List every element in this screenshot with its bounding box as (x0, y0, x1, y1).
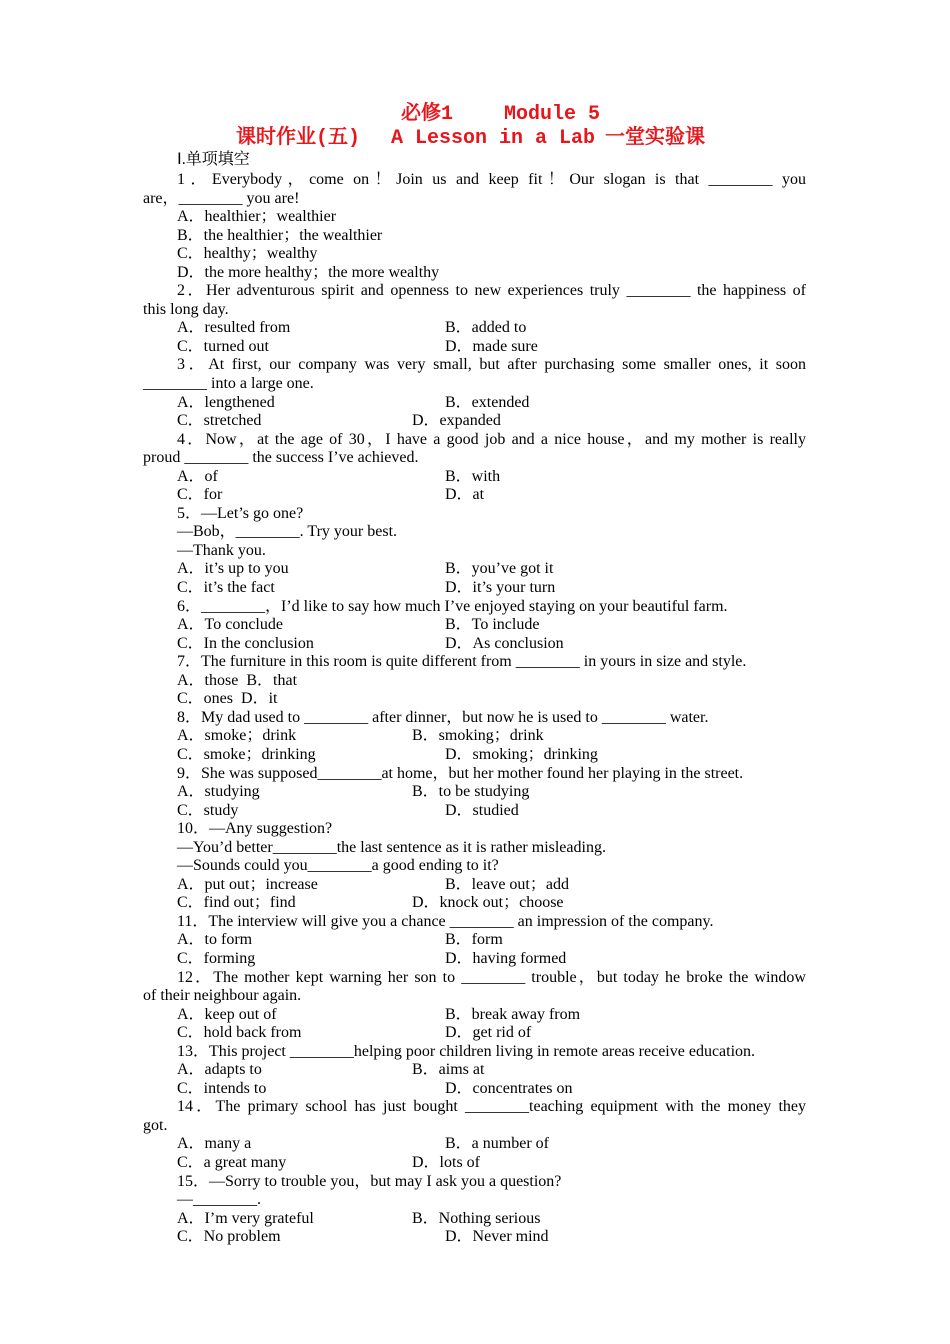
question-10-option-c: C．find out；find (177, 894, 296, 912)
question-8-option-c: C．smoke；drinking (177, 745, 316, 763)
question-5 (143, 505, 806, 598)
question-9-option-c: C．study (177, 801, 239, 819)
question-12-option-b: B．break away from (445, 1005, 581, 1023)
title-line-1 (0, 103, 950, 127)
question-3-option-a: A．lengthened (177, 393, 275, 411)
question-4-stem-line-2: proud ________ the success I’ve achieved. (143, 449, 419, 467)
question-3-stem-line-1: 3．At first, our company was very small, but after purchasing some smaller ones, it soon (177, 356, 806, 374)
question-13-option-b: B．aims at (412, 1061, 485, 1079)
question-11-option-a: A．to form (177, 931, 253, 949)
question-7-stem-line-1: 7．The furniture in this room is quite different from ________ in yours in size and style. (177, 653, 747, 671)
question-15-option-c: C．No problem (177, 1228, 281, 1246)
question-3 (143, 356, 806, 430)
question-11 (143, 913, 806, 969)
question-9-options-row-1 (143, 783, 806, 802)
question-7-option-b: B．that (246, 671, 298, 689)
question-10-stem-line-1: 10．—Any suggestion? (177, 820, 333, 838)
question-list (143, 171, 806, 1247)
question-10-options-row-1 (143, 876, 806, 895)
question-7-options-row-2 (143, 690, 806, 709)
question-3-option-b: B．extended (445, 393, 530, 411)
question-12-stem-line-1: 12．The mother kept warning her son to ________ trouble，but today he broke the window (177, 968, 806, 986)
question-6-options-row-1 (143, 616, 806, 635)
question-4-option-b: B．with (445, 467, 501, 485)
question-8-options-row-1 (143, 727, 806, 746)
question-15-option-a: A．I’m very grateful (177, 1209, 314, 1227)
question-11-option-c: C．forming (177, 949, 256, 967)
question-2-option-b: B．added to (445, 319, 527, 337)
question-1-option-a: A．healthier；wealthier (177, 208, 337, 226)
question-10-stem-line-3: —Sounds could you________a good ending to it? (177, 857, 499, 875)
title-lesson-name-chinese: 一堂实验课 (605, 127, 705, 150)
question-12-option-a: A．keep out of (177, 1005, 277, 1023)
question-14-stem-line-1: 14．The primary school has just bought ________teaching equipment with the money they (177, 1098, 806, 1116)
question-12-option-c: C．hold back from (177, 1024, 302, 1042)
question-5-stem-line-1: 5．—Let’s go one? (177, 504, 304, 522)
question-6-option-c: C．In the conclusion (177, 634, 314, 652)
question-15-options-row-2 (143, 1228, 806, 1247)
title-lesson-name: A Lesson in a Lab (391, 127, 596, 150)
question-14-options-row-2 (143, 1154, 806, 1173)
question-6-stem-line-1: 6．________，I’d like to say how much I’ve enjoyed staying on your beautiful farm. (177, 597, 728, 615)
question-3-option-c: C．stretched (177, 412, 262, 430)
question-11-options-row-1 (143, 931, 806, 950)
question-8 (143, 709, 806, 765)
question-10-stem-line-2: —You’d better________the last sentence as it is rather misleading. (177, 838, 606, 856)
question-4 (143, 431, 806, 505)
title-module-label: Module 5 (504, 103, 601, 126)
question-3-options-row-2 (143, 412, 806, 431)
question-10-option-b: B．leave out；add (445, 875, 569, 893)
question-2-options-row-2 (143, 338, 806, 357)
section-heading: Ⅰ.单项填空 (177, 151, 250, 168)
question-1-option-c: C．healthy；wealthy (177, 245, 318, 263)
question-14-option-a: A．many a (177, 1135, 252, 1153)
question-4-options-row-1 (143, 468, 806, 487)
question-10-option-a: A．put out；increase (177, 875, 318, 893)
question-1 (143, 171, 806, 282)
question-15-option-b: B．Nothing serious (412, 1209, 541, 1227)
question-7 (143, 653, 806, 709)
question-8-option-a: A．smoke；drink (177, 727, 297, 745)
question-7-option-a: A．those (177, 671, 239, 689)
question-6 (143, 598, 806, 654)
question-8-option-b: B．smoking；drink (412, 727, 544, 745)
question-7-options-row-1 (143, 672, 806, 691)
question-5-options-row-2 (143, 579, 806, 598)
question-9-option-b: B．to be studying (412, 783, 530, 801)
title-book-label: 必修1 (401, 103, 454, 126)
title-lesson-number: 课时作业(五) (236, 127, 361, 150)
title-line-2 (0, 127, 950, 151)
question-1-stem-line-2: are，________ you are! (143, 189, 300, 207)
question-11-options-row-2 (143, 950, 806, 969)
question-13-option-a: A．adapts to (177, 1061, 262, 1079)
question-13-option-c: C．intends to (177, 1079, 267, 1097)
question-12-option-d: D．get rid of (445, 1024, 532, 1042)
question-5-option-c: C．it’s the fact (177, 579, 275, 597)
question-2-option-a: A．resulted from (177, 319, 291, 337)
question-1-option-d: D．the more healthy；the more wealthy (177, 263, 440, 281)
question-3-options-row-1 (143, 394, 806, 413)
question-6-option-a: A．To conclude (177, 616, 283, 634)
question-12-options-row-2 (143, 1024, 806, 1043)
question-6-option-d: D．As conclusion (445, 634, 564, 652)
question-14-stem-line-2: got. (143, 1116, 168, 1134)
question-1-stem-line-1: 1．Everybody，come on！Join us and keep fit！Our slogan is that ________ you (177, 171, 806, 188)
question-12-options-row-1 (143, 1006, 806, 1025)
question-14-options-row-1 (143, 1135, 806, 1154)
question-6-option-b: B．To include (445, 616, 540, 634)
question-13-options-row-2 (143, 1080, 806, 1099)
question-9-options-row-2 (143, 802, 806, 821)
question-15-stem-line-2: —________. (177, 1191, 261, 1209)
question-7-option-c: C．ones (177, 690, 234, 708)
question-14-option-d: D．lots of (412, 1153, 481, 1171)
question-9-option-d: D．studied (445, 801, 519, 819)
question-2-option-c: C．turned out (177, 337, 269, 355)
question-10 (143, 820, 806, 913)
question-10-options-row-2 (143, 894, 806, 913)
question-5-stem-line-3: —Thank you. (177, 541, 266, 559)
question-15-options-row-1 (143, 1210, 806, 1229)
question-14 (143, 1098, 806, 1172)
question-8-option-d: D．smoking；drinking (445, 745, 598, 763)
question-5-stem-line-2: —Bob，________. Try your best. (177, 523, 398, 541)
question-13-option-d: D．concentrates on (445, 1079, 573, 1097)
question-2-stem-line-1: 2．Her adventurous spirit and openness to new experiences truly ________ the happiness of (177, 282, 806, 300)
question-4-options-row-2 (143, 486, 806, 505)
question-10-option-d: D．knock out；choose (412, 894, 564, 912)
question-4-option-c: C．for (177, 486, 223, 504)
question-12 (143, 969, 806, 1043)
question-8-stem-line-1: 8．My dad used to ________ after dinner，but now he is used to ________ water. (177, 708, 709, 726)
question-4-option-d: D．at (445, 486, 485, 504)
question-2-stem-line-2: this long day. (143, 300, 229, 318)
question-9 (143, 765, 806, 821)
question-8-options-row-2 (143, 746, 806, 765)
question-2 (143, 282, 806, 356)
question-2-options-row-1 (143, 319, 806, 338)
question-4-option-a: A．of (177, 467, 218, 485)
question-11-stem-line-1: 11．The interview will give you a chance ________ an impression of the company. (177, 912, 714, 930)
question-14-option-b: B．a number of (445, 1135, 549, 1153)
question-13 (143, 1043, 806, 1099)
question-3-stem-line-2: ________ into a large one. (143, 375, 314, 393)
question-15-option-d: D．Never mind (445, 1228, 549, 1246)
question-5-option-d: D．it’s your turn (445, 579, 556, 597)
question-7-option-d: D．it (241, 690, 278, 708)
question-11-option-b: B．form (445, 931, 503, 949)
question-12-stem-line-2: of their neighbour again. (143, 987, 302, 1005)
question-2-option-d: D．made sure (445, 337, 538, 355)
question-11-option-d: D．having formed (445, 949, 567, 967)
question-4-stem-line-1: 4．Now，at the age of 30，I have a good job and a nice house，and my mother is really (177, 430, 806, 448)
question-15 (143, 1173, 806, 1247)
question-13-stem-line-1: 13．This project ________helping poor children living in remote areas receive education. (177, 1042, 756, 1060)
question-5-option-b: B．you’ve got it (445, 560, 554, 578)
question-5-options-row-1 (143, 560, 806, 579)
question-1-option-b: B．the healthier；the wealthier (177, 226, 383, 244)
question-9-option-a: A．studying (177, 783, 260, 801)
question-15-stem-line-1: 15．—Sorry to trouble you，but may I ask you a question? (177, 1172, 562, 1190)
question-6-options-row-2 (143, 635, 806, 654)
question-13-options-row-1 (143, 1061, 806, 1080)
question-5-option-a: A．it’s up to you (177, 560, 289, 578)
question-14-option-c: C．a great many (177, 1153, 287, 1171)
question-3-option-d: D．expanded (412, 412, 501, 430)
question-9-stem-line-1: 9．She was supposed________at home，but her mother found her playing in the street. (177, 764, 744, 782)
